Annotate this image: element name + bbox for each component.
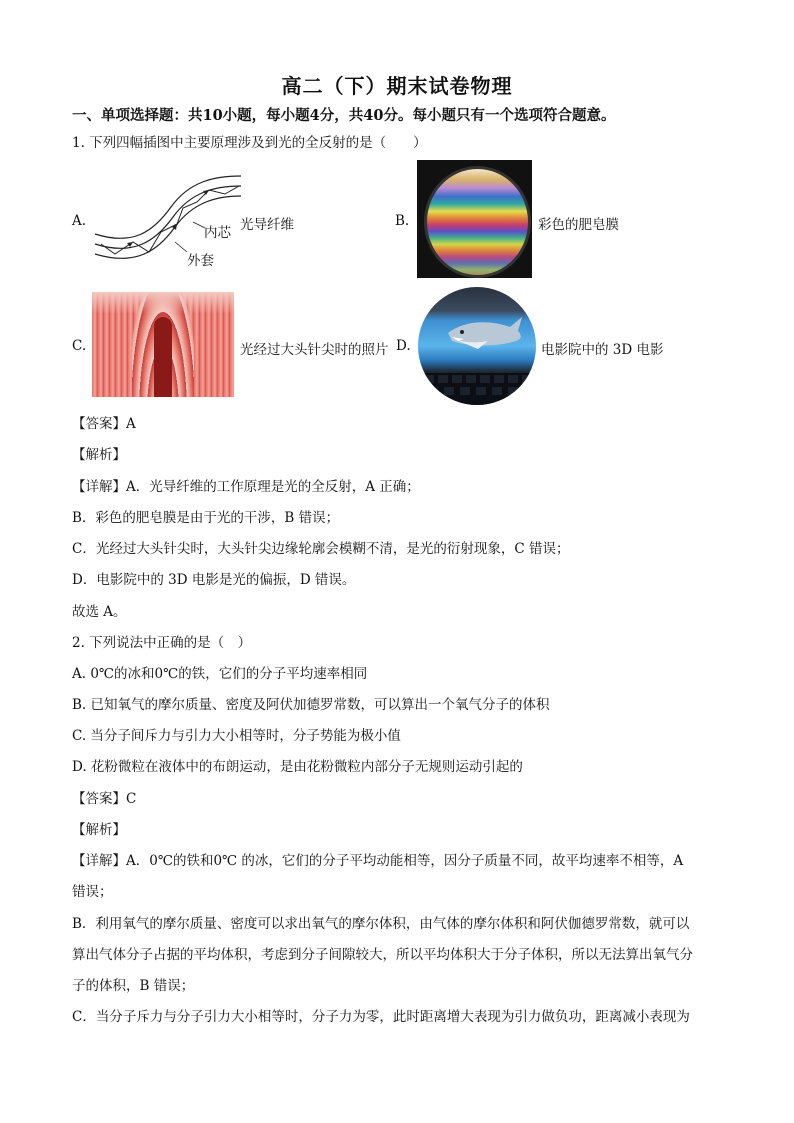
q2-option-c: C. 当分子间斥力与引力大小相等时，分子势能为极小值 — [72, 728, 401, 744]
q2-detail-line: 子的体积，B 错误； — [72, 978, 195, 994]
q1-option-b-caption: 彩色的肥皂膜 — [538, 217, 619, 233]
q2-stem: 2. 下列说法中正确的是（ ） — [72, 635, 252, 651]
q1-detail-line: D．电影院中的 3D 电影是光的偏振，D 错误。 — [72, 572, 356, 588]
q2-answer: 【答案】C — [72, 791, 137, 807]
q1-option-b-letter: B. — [395, 213, 410, 229]
label-cladding: 外套 — [187, 253, 214, 269]
q1-detail-line: C．光经过大头针尖时，大头针尖边缘轮廓会模糊不清，是光的衍射现象，C 错误； — [72, 541, 570, 557]
page-title: 高二（下）期末试卷物理 — [281, 74, 513, 98]
q1-answer: 【答案】A — [72, 416, 136, 432]
section-heading: 一、单项选择题：共10小题，每小题4分，共40分。每小题只有一个选项符合题意。 — [72, 107, 616, 124]
q2-detail-line: 算出气体分子占据的平均体积，考虑到分子间隙较大，所以平均体积大于分子体积，所以无法算出氧气分 — [72, 947, 693, 963]
q1-option-d-letter: D. — [396, 338, 411, 354]
shark-icon — [418, 287, 536, 405]
q1-detail-line: 故选 A。 — [72, 604, 127, 620]
cinema-3d-photo — [418, 287, 536, 405]
q1-option-d-caption: 电影院中的 3D 电影 — [541, 342, 664, 358]
label-core: 内芯 — [204, 225, 231, 241]
q2-detail-line: 错误； — [72, 884, 113, 900]
q1-option-c-caption: 光经过大头针尖时的照片 — [240, 342, 389, 358]
q1-option-a-caption: 光导纤维 — [240, 217, 294, 233]
q2-detail-line: C．当分子斥力与分子引力大小相等时，分子力为零，此时距离增大表现为引力做负功，距离减小表现为 — [72, 1009, 690, 1025]
q1-option-a-letter: A. — [72, 213, 87, 229]
q2-option-a: A. 0℃的冰和0℃的铁，它们的分子平均速率相同 — [72, 666, 368, 682]
q1-stem: 1. 下列四幅插图中主要原理涉及到光的全反射的是（ ） — [72, 135, 427, 151]
q2-option-d: D. 花粉微粒在液体中的布朗运动，是由花粉微粒内部分子无规则运动引起的 — [72, 759, 523, 775]
q2-detail-line: 【详解】A．0℃的铁和0℃ 的冰，它们的分子平均动能相等，因分子质量不同，故平均速率不相等，A — [72, 853, 684, 869]
soap-film-photo — [417, 160, 532, 278]
q2-analysis-label: 【解析】 — [72, 822, 126, 838]
q2-detail-line: B．利用氧气的摩尔质量、密度可以求出氧气的摩尔体积，由气体的摩尔体积和阿伏伽德罗常数，就可以 — [72, 916, 690, 932]
pin-diffraction-photo — [92, 292, 234, 397]
q1-option-c-letter: C. — [72, 338, 87, 354]
q2-option-b: B. 已知氧气的摩尔质量、密度及阿伏加德罗常数，可以算出一个氧气分子的体积 — [72, 697, 550, 713]
q1-analysis-label: 【解析】 — [72, 447, 126, 463]
q1-detail-line: B．彩色的肥皂膜是由于光的干涉，B 错误； — [72, 510, 340, 526]
q1-detail-line: 【详解】A．光导纤维的工作原理是光的全反射，A 正确； — [72, 479, 420, 495]
